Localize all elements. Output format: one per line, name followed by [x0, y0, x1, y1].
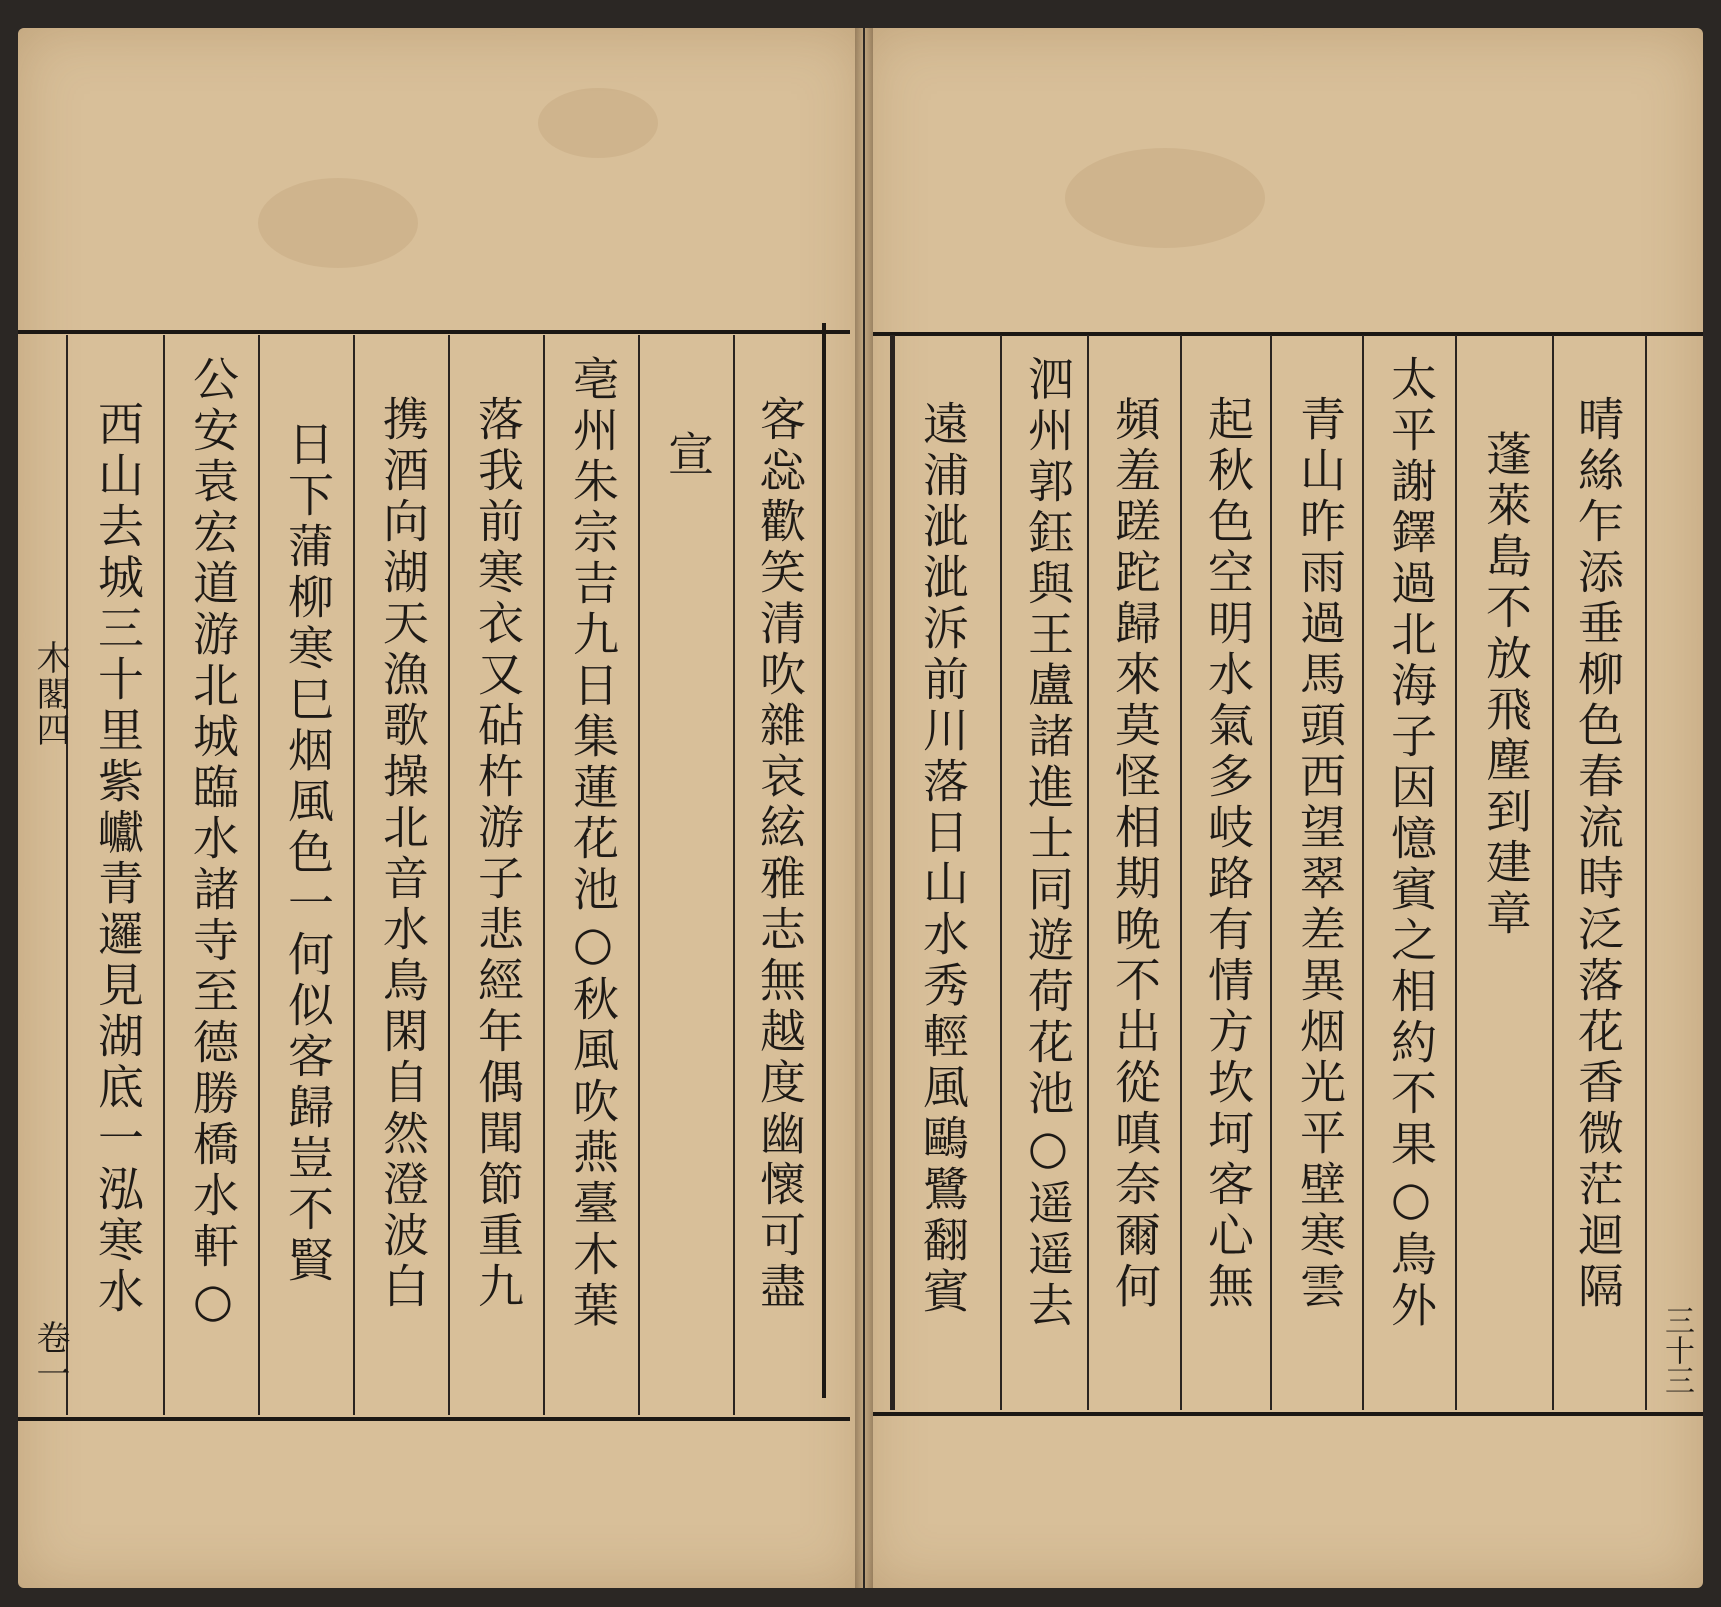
paper-stain — [538, 88, 658, 158]
text-column: 起秋色空明水氣多岐路有情方坎坷客心無 — [1201, 395, 1255, 1313]
column-rule — [1087, 335, 1089, 1410]
paper-stain — [1065, 148, 1265, 248]
text-column: 青山昨雨過馬頭西望翠差異烟光平壁寒雲 — [1293, 395, 1347, 1313]
text-column: 頻羞蹉跎歸來莫怪相期晚不出從嗔奈爾何 — [1108, 395, 1162, 1313]
column-rule — [1645, 335, 1647, 1410]
column-rule — [638, 335, 640, 1415]
margin-title: 木閣四 — [30, 640, 70, 748]
column-rule — [163, 335, 165, 1415]
text-column: 落我前寒衣又砧杵游子悲經年偶聞節重九 — [471, 395, 525, 1313]
paper-stain — [258, 178, 418, 268]
text-column: 宣 — [661, 430, 715, 481]
text-column: 日下蒲柳寒巳烟風色一何似客歸豈不賢 — [281, 420, 335, 1287]
column-rule — [1000, 335, 1002, 1410]
text-column: 客惢歡笑清吹雜哀絃雅志無越度幽懷可盡 — [753, 395, 807, 1313]
text-column: 蓬萊島不放飛塵到建章 — [1479, 430, 1533, 940]
column-rule — [1362, 335, 1364, 1410]
right-frame-left — [890, 335, 895, 1410]
column-rule — [448, 335, 450, 1415]
column-rule — [66, 335, 68, 1415]
column-rule — [353, 335, 355, 1415]
text-column: 公安袁宏道游北城臨水諸寺至德勝橋水軒○ — [186, 355, 240, 1332]
text-column: 西山去城三十里紫巘青邏見湖底一泓寒水 — [91, 400, 145, 1318]
left-bottom-rule — [18, 1417, 850, 1421]
margin-volume: 卷一 — [30, 1320, 70, 1392]
text-column: 泗州郭鈺與王盧諸進士同遊荷花池○遥遥去 — [1021, 355, 1075, 1332]
right-bottom-rule — [873, 1412, 1703, 1416]
column-rule — [1180, 335, 1182, 1410]
column-rule — [1455, 335, 1457, 1410]
column-rule — [1270, 335, 1272, 1410]
page-folio: 三十三 — [1659, 1305, 1694, 1395]
text-column: 遠浦泚泚泝前川落日山水秀輕風鷗鷺翻賓 — [916, 400, 970, 1318]
text-column: 亳州朱宗吉九日集蓮花池○秋風吹燕臺木葉 — [566, 355, 620, 1332]
book-gutter — [855, 28, 873, 1588]
text-column: 携酒向湖天漁歌操北音水鳥閑自然澄波白 — [376, 395, 430, 1313]
column-rule — [1552, 335, 1554, 1410]
column-rule — [258, 335, 260, 1415]
text-column: 太平謝鐸過北海子因憶賓之相約不果○鳥外 — [1384, 355, 1438, 1332]
column-rule — [733, 335, 735, 1415]
text-column: 晴絲乍添垂柳色春流時泛落花香微茫迴隔 — [1571, 395, 1625, 1313]
column-rule — [543, 335, 545, 1415]
right-top-rule — [873, 332, 1703, 336]
